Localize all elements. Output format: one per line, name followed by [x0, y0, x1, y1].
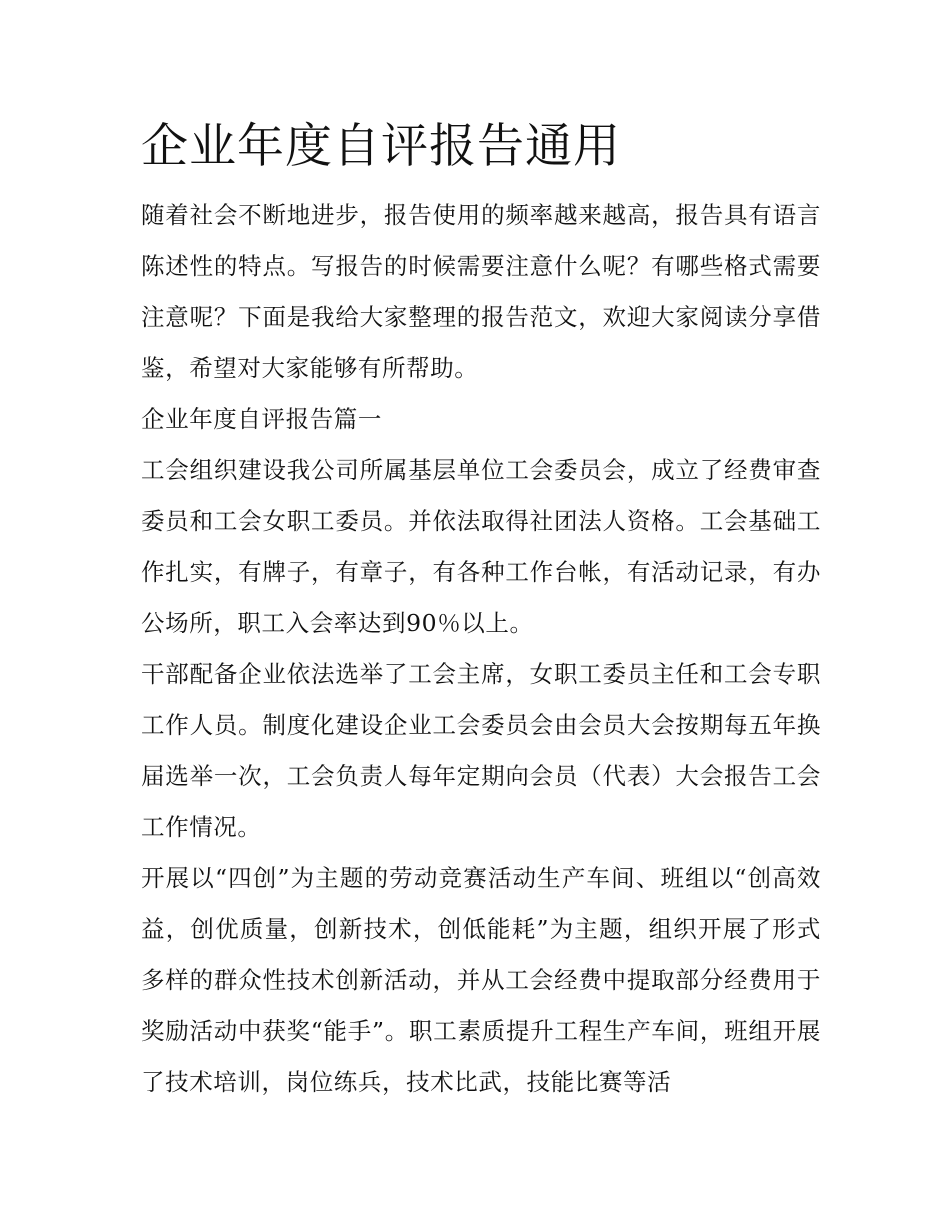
section-heading: 企业年度自评报告篇一	[141, 405, 382, 433]
intro-paragraph: 随着社会不断地进步，报告使用的频率越来越高，报告具有语言陈述性的特点。写报告的时候需要注意什么呢？有哪些格式需要注意呢？下面是我给大家整理的报告范文，欢迎大家阅读分享借鉴，希望对大家能够有所帮助。	[141, 201, 821, 382]
paragraph-labor-competition: 开展以“四创”为主题的劳动竞赛活动生产车间、班组以“创高效益，创优质量，创新技术，创低能耗”为主题，组织开展了形式多样的群众性技术创新活动，并从工会经费中提取部分经费用于奖励活动中获奖“能手”。职工素质提升工程生产车间，班组开展了技术培训，岗位练兵，技术比武，技能比赛等活	[141, 864, 821, 1096]
document-body	[141, 112, 821, 1108]
paragraph-union-organization: 工会组织建设我公司所属基层单位工会委员会，成立了经费审查委员和工会女职工委员。并依法取得社团法人资格。工会基础工作扎实，有牌子，有章子，有各种工作台帐，有活动记录，有办公场所，职工入会率达到90％以上。	[141, 456, 821, 637]
document-title: 企业年度自评报告通用	[141, 119, 621, 174]
paragraph-cadre-staffing: 干部配备企业依法选举了工会主席，女职工委员主任和工会专职工作人员。制度化建设企业工会委员会由会员大会按期每五年换届选举一次，工会负责人每年定期向会员（代表）大会报告工会工作情况。	[141, 660, 821, 841]
